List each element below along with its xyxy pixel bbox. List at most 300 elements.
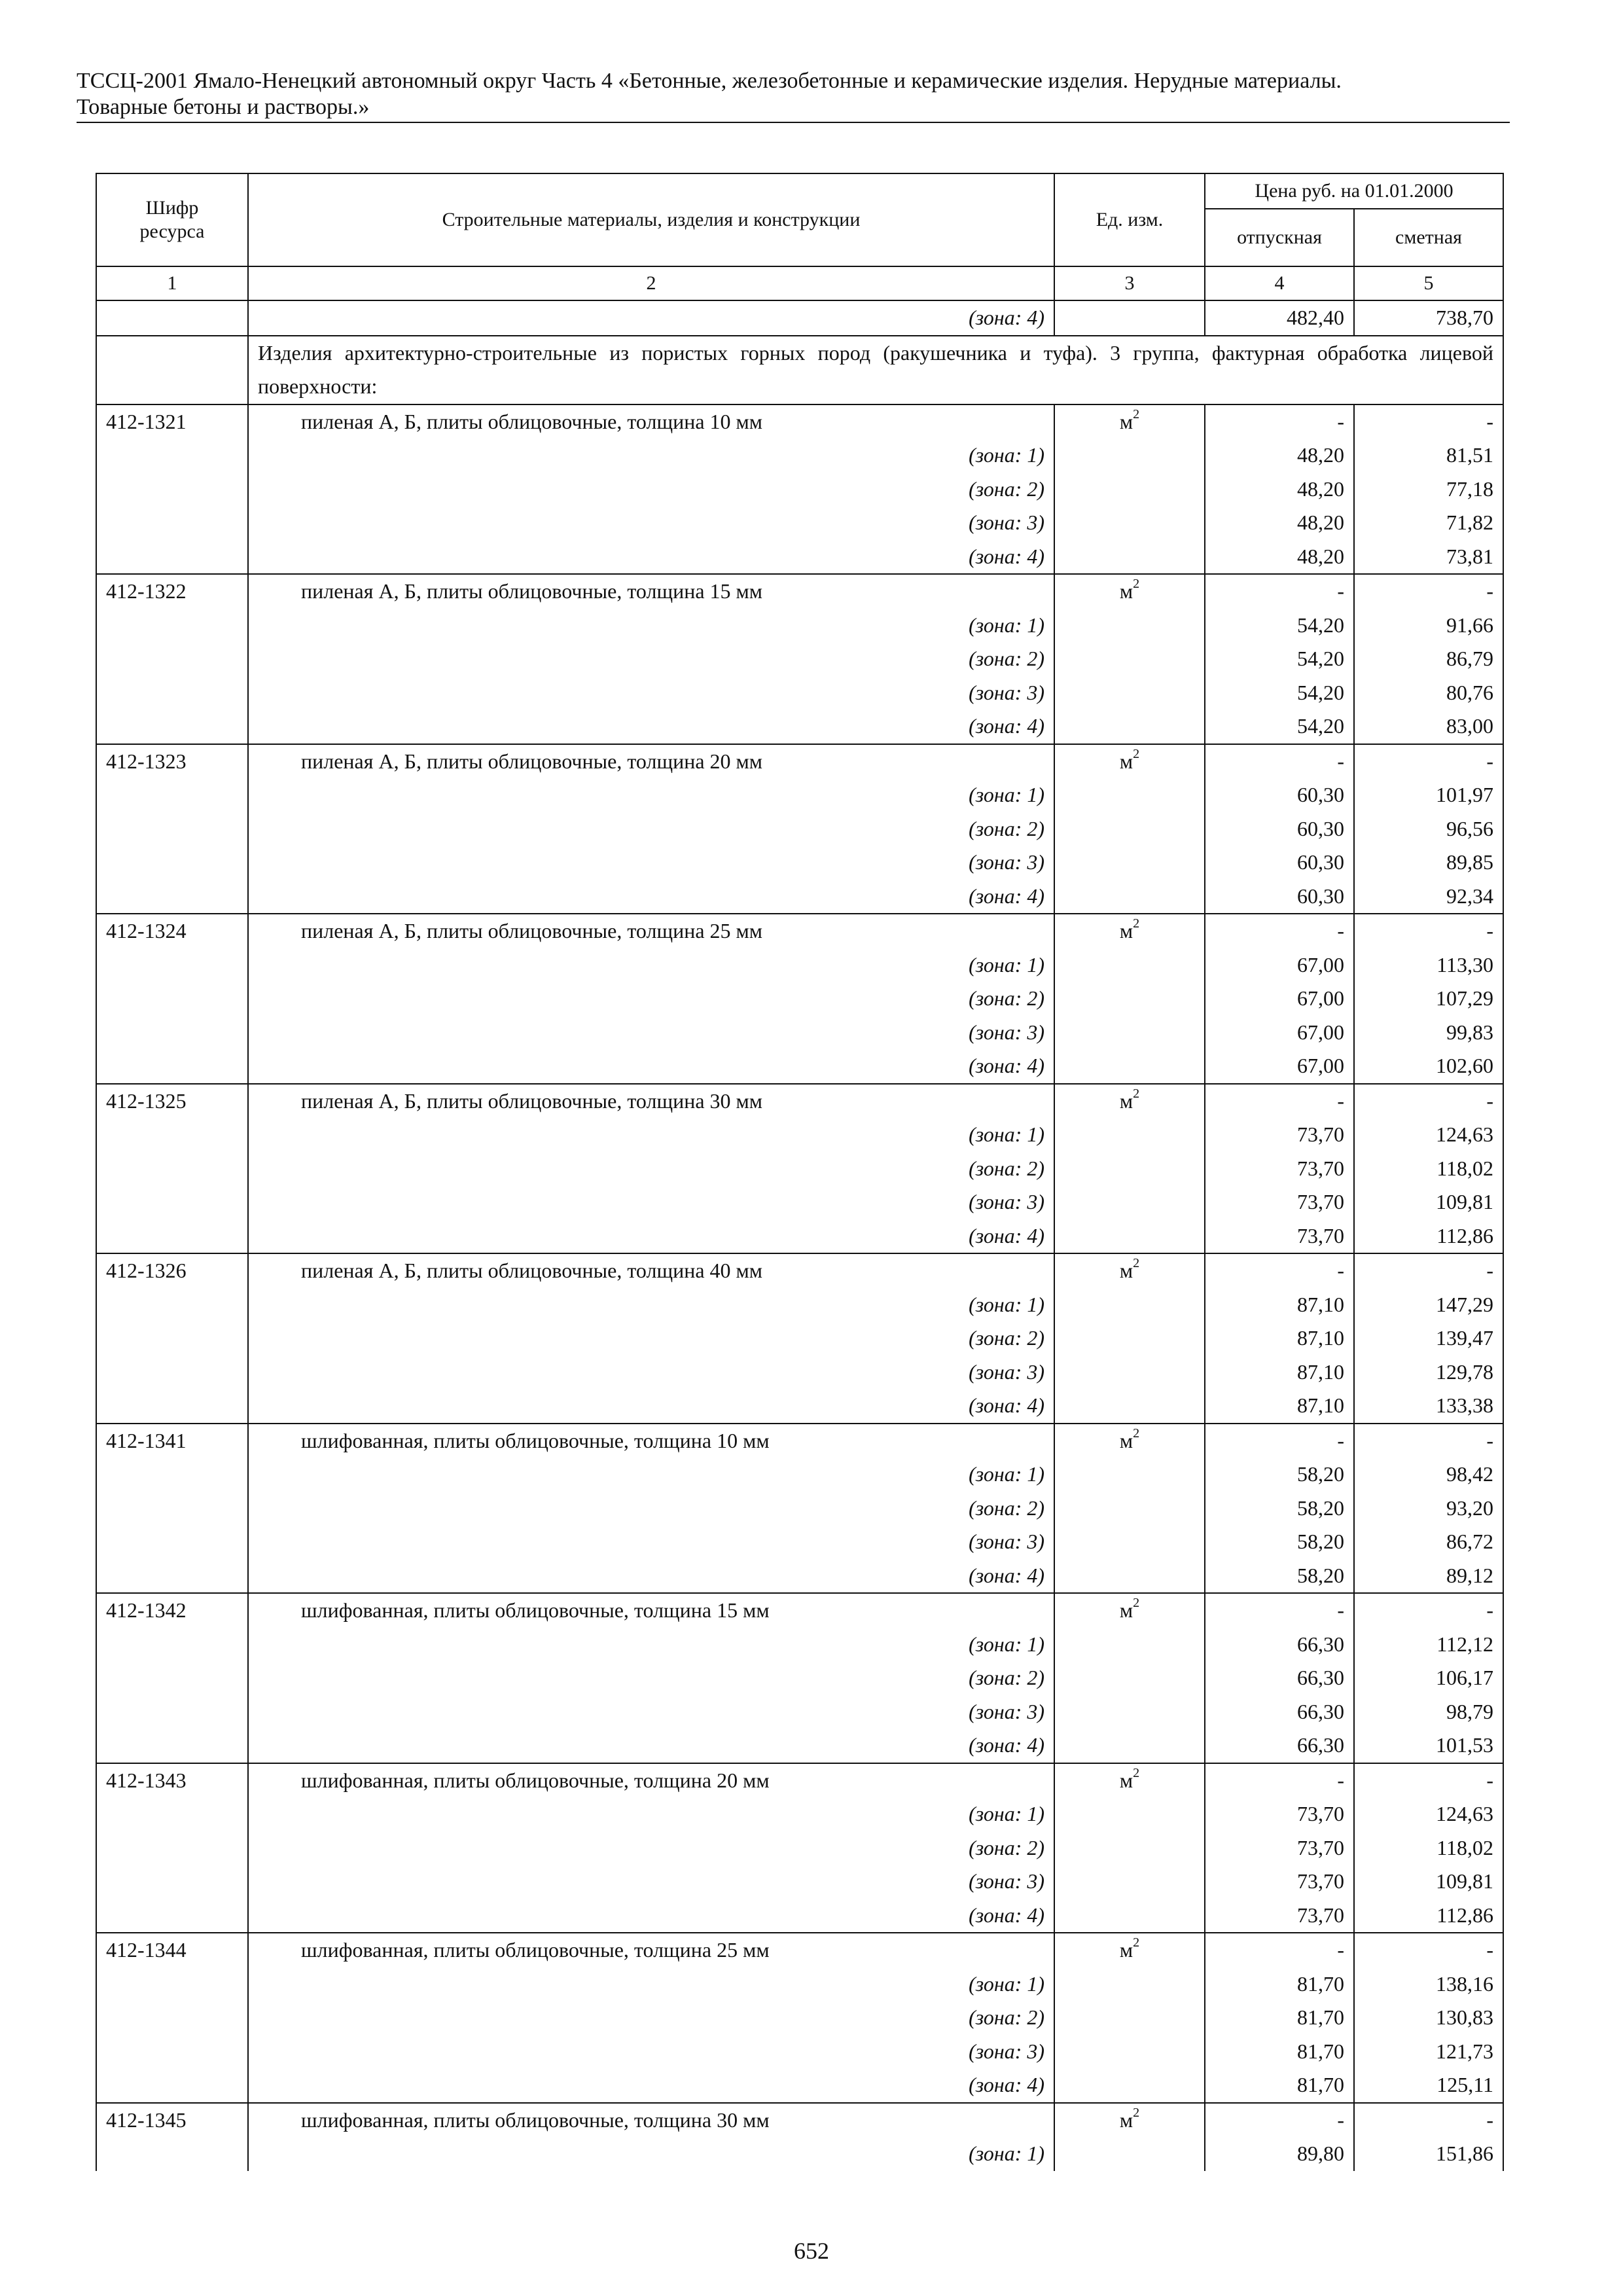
col-number: 5 xyxy=(1354,266,1503,300)
table-row xyxy=(96,1933,1503,1967)
release-price: 48,20 xyxy=(1205,540,1354,575)
estimate-price: 86,79 xyxy=(1354,642,1503,676)
release-price: 73,70 xyxy=(1205,1185,1354,1219)
unit-cell xyxy=(1054,778,1205,812)
price-table xyxy=(96,173,1504,2171)
col-header-unit: Ед. изм. xyxy=(1054,173,1205,266)
release-price: 54,20 xyxy=(1205,642,1354,676)
zone-row xyxy=(96,540,1503,575)
unit-cell xyxy=(1054,1559,1205,1594)
unit-superscript: 2 xyxy=(1133,746,1140,761)
release-price: - xyxy=(1205,914,1354,948)
zone-label: (зона: 1) xyxy=(248,1288,1054,1322)
col-number: 4 xyxy=(1205,266,1354,300)
code-cell xyxy=(96,880,248,914)
zone-row xyxy=(96,2137,1503,2171)
unit-text: м xyxy=(1119,2108,1133,2132)
header-line-1: ТССЦ-2001 Ямало-Ненецкий автономный округ Часть 4 «Бетонные, железобетонные и керамические изделия. Нерудные материалы. xyxy=(77,69,1342,93)
code-cell xyxy=(96,812,248,846)
code-cell xyxy=(96,609,248,643)
estimate-price: 130,83 xyxy=(1354,2001,1503,2035)
estimate-price: 147,29 xyxy=(1354,1288,1503,1322)
code-cell xyxy=(96,1831,248,1865)
unit-cell xyxy=(1054,812,1205,846)
release-price: 89,80 xyxy=(1205,2137,1354,2171)
release-price: - xyxy=(1205,1933,1354,1967)
estimate-price: 113,30 xyxy=(1354,948,1503,982)
unit-cell xyxy=(1054,1967,1205,2001)
estimate-price: - xyxy=(1354,1593,1503,1628)
zone-row xyxy=(96,506,1503,540)
release-price: 482,40 xyxy=(1205,300,1354,336)
estimate-price: 112,12 xyxy=(1354,1628,1503,1662)
estimate-price: 73,81 xyxy=(1354,540,1503,575)
estimate-price: 109,81 xyxy=(1354,1865,1503,1899)
unit-cell xyxy=(1054,1492,1205,1526)
zone-row xyxy=(96,1152,1503,1186)
zone-row xyxy=(96,1695,1503,1729)
code-cell xyxy=(96,778,248,812)
unit-cell xyxy=(1054,1084,1205,1119)
release-price: 58,20 xyxy=(1205,1525,1354,1559)
zone-label: (зона: 2) xyxy=(248,1831,1054,1865)
estimate-price: - xyxy=(1354,1253,1503,1288)
code-cell xyxy=(96,709,248,744)
release-price: - xyxy=(1205,404,1354,439)
table-row xyxy=(96,300,1503,336)
unit-superscript: 2 xyxy=(1133,577,1140,592)
estimate-price: - xyxy=(1354,1763,1503,1798)
release-price: 60,30 xyxy=(1205,778,1354,812)
resource-code: 412-1344 xyxy=(96,1933,248,1967)
zone-label: (зона: 1) xyxy=(248,1967,1054,2001)
estimate-price: 138,16 xyxy=(1354,1967,1503,2001)
estimate-price: 71,82 xyxy=(1354,506,1503,540)
table-row xyxy=(96,1253,1503,1288)
zone-label: (зона: 2) xyxy=(248,1152,1054,1186)
code-cell xyxy=(96,1355,248,1390)
zone-row xyxy=(96,642,1503,676)
estimate-price: 109,81 xyxy=(1354,1185,1503,1219)
material-name: шлифованная, плиты облицовочные, толщина 15 мм xyxy=(248,1593,1054,1628)
zone-label: (зона: 1) xyxy=(248,778,1054,812)
unit-cell xyxy=(1054,1695,1205,1729)
estimate-price: 133,38 xyxy=(1354,1389,1503,1424)
code-cell xyxy=(96,473,248,507)
code-cell xyxy=(96,439,248,473)
unit-cell xyxy=(1054,1593,1205,1628)
estimate-price: 139,47 xyxy=(1354,1321,1503,1355)
zone-label: (зона: 3) xyxy=(248,1355,1054,1390)
material-name: шлифованная, плиты облицовочные, толщина 20 мм xyxy=(248,1763,1054,1798)
code-cell xyxy=(96,1185,248,1219)
code-cell xyxy=(96,1559,248,1594)
estimate-price: - xyxy=(1354,574,1503,609)
estimate-price: 83,00 xyxy=(1354,709,1503,744)
zone-row xyxy=(96,1185,1503,1219)
table-row xyxy=(96,1424,1503,1458)
zone-row xyxy=(96,1049,1503,1084)
zone-row xyxy=(96,1729,1503,1763)
unit-cell xyxy=(1054,574,1205,609)
unit-superscript: 2 xyxy=(1133,2105,1140,2120)
zone-label: (зона: 3) xyxy=(248,1525,1054,1559)
material-name: пиленая А, Б, плиты облицовочные, толщина 25 мм xyxy=(248,914,1054,948)
estimate-price: 121,73 xyxy=(1354,2035,1503,2069)
zone-row xyxy=(96,982,1503,1016)
code-cell xyxy=(96,1016,248,1050)
zone-label: (зона: 3) xyxy=(248,1695,1054,1729)
group-title: Изделия архитектурно-строительные из пористых горных пород (ракушечника и туфа). 3 группа, фактурная обработка лицевой поверхности: xyxy=(248,336,1503,404)
resource-code: 412-1322 xyxy=(96,574,248,609)
zone-row xyxy=(96,948,1503,982)
unit-cell xyxy=(1054,1152,1205,1186)
material-name: шлифованная, плиты облицовочные, толщина 30 мм xyxy=(248,2103,1054,2138)
code-cell xyxy=(96,642,248,676)
release-price: 58,20 xyxy=(1205,1559,1354,1594)
col-header-price: Цена руб. на 01.01.2000 xyxy=(1205,173,1503,209)
zone-label: (зона: 4) xyxy=(248,880,1054,914)
material-name: пиленая А, Б, плиты облицовочные, толщина 30 мм xyxy=(248,1084,1054,1119)
unit-text: м xyxy=(1119,409,1133,433)
unit-cell xyxy=(1054,1831,1205,1865)
code-cell xyxy=(96,336,248,404)
resource-code: 412-1343 xyxy=(96,1763,248,1798)
estimate-price: 96,56 xyxy=(1354,812,1503,846)
unit-text: м xyxy=(1119,1259,1133,1282)
code-cell xyxy=(96,2068,248,2103)
unit-cell xyxy=(1054,439,1205,473)
release-price: 73,70 xyxy=(1205,1865,1354,1899)
unit-cell xyxy=(1054,982,1205,1016)
estimate-price: 124,63 xyxy=(1354,1118,1503,1152)
zone-label: (зона: 2) xyxy=(248,982,1054,1016)
release-price: 66,30 xyxy=(1205,1628,1354,1662)
release-price: 87,10 xyxy=(1205,1355,1354,1390)
estimate-price: 101,53 xyxy=(1354,1729,1503,1763)
unit-cell xyxy=(1054,914,1205,948)
estimate-price: 98,42 xyxy=(1354,1458,1503,1492)
code-cell xyxy=(96,1321,248,1355)
page-header xyxy=(77,68,1510,120)
unit-cell xyxy=(1054,744,1205,779)
code-cell xyxy=(96,300,248,336)
zone-label: (зона: 4) xyxy=(248,1899,1054,1933)
estimate-price: 101,97 xyxy=(1354,778,1503,812)
zone-row xyxy=(96,1118,1503,1152)
estimate-price: 92,34 xyxy=(1354,880,1503,914)
zone-label: (зона: 4) xyxy=(248,709,1054,744)
release-price: 67,00 xyxy=(1205,1049,1354,1084)
estimate-price: 107,29 xyxy=(1354,982,1503,1016)
estimate-price: - xyxy=(1354,744,1503,779)
zone-row xyxy=(96,2068,1503,2103)
col-number: 2 xyxy=(248,266,1054,300)
resource-code: 412-1341 xyxy=(96,1424,248,1458)
unit-text: м xyxy=(1119,1598,1133,1622)
code-cell xyxy=(96,1899,248,1933)
estimate-price: 129,78 xyxy=(1354,1355,1503,1390)
zone-row xyxy=(96,609,1503,643)
release-price: 73,70 xyxy=(1205,1899,1354,1933)
unit-cell xyxy=(1054,1797,1205,1831)
release-price: 60,30 xyxy=(1205,880,1354,914)
zone-row xyxy=(96,1321,1503,1355)
code-cell xyxy=(96,1458,248,1492)
col-header-release: отпускная xyxy=(1205,209,1354,266)
unit-cell xyxy=(1054,404,1205,439)
zone-label: (зона: 2) xyxy=(248,1321,1054,1355)
table-row xyxy=(96,1084,1503,1119)
release-price: 54,20 xyxy=(1205,676,1354,710)
zone-label: (зона: 2) xyxy=(248,1492,1054,1526)
zone-label: (зона: 4) xyxy=(248,1219,1054,1254)
release-price: 81,70 xyxy=(1205,2035,1354,2069)
code-cell xyxy=(96,2035,248,2069)
unit-cell xyxy=(1054,2035,1205,2069)
release-price: 87,10 xyxy=(1205,1389,1354,1424)
unit-cell xyxy=(1054,1016,1205,1050)
release-price: 60,30 xyxy=(1205,812,1354,846)
col-header-name: Строительные материалы, изделия и конструкции xyxy=(248,173,1054,266)
zone-row xyxy=(96,846,1503,880)
unit-cell xyxy=(1054,2068,1205,2103)
estimate-price: 80,76 xyxy=(1354,676,1503,710)
code-cell xyxy=(96,1118,248,1152)
material-name: шлифованная, плиты облицовочные, толщина 10 мм xyxy=(248,1424,1054,1458)
release-price: - xyxy=(1205,744,1354,779)
zone-row xyxy=(96,1559,1503,1594)
resource-code: 412-1324 xyxy=(96,914,248,948)
code-cell xyxy=(96,846,248,880)
code-cell xyxy=(96,506,248,540)
zone-row xyxy=(96,1355,1503,1390)
code-cell xyxy=(96,1729,248,1763)
unit-cell xyxy=(1054,846,1205,880)
zone-label: (зона: 2) xyxy=(248,812,1054,846)
release-price: 87,10 xyxy=(1205,1321,1354,1355)
code-cell xyxy=(96,1525,248,1559)
unit-text: м xyxy=(1119,919,1133,942)
unit-cell xyxy=(1054,948,1205,982)
zone-row xyxy=(96,2001,1503,2035)
zone-label: (зона: 2) xyxy=(248,2001,1054,2035)
zone-label: (зона: 3) xyxy=(248,506,1054,540)
unit-cell xyxy=(1054,1049,1205,1084)
release-price: - xyxy=(1205,574,1354,609)
estimate-price: 151,86 xyxy=(1354,2137,1503,2171)
release-price: 66,30 xyxy=(1205,1729,1354,1763)
material-name: пиленая А, Б, плиты облицовочные, толщина 10 мм xyxy=(248,404,1054,439)
table-row xyxy=(96,1593,1503,1628)
unit-text: м xyxy=(1119,1428,1133,1452)
estimate-price: - xyxy=(1354,914,1503,948)
release-price: 87,10 xyxy=(1205,1288,1354,1322)
zone-label: (зона: 1) xyxy=(248,609,1054,643)
zone-label: (зона: 1) xyxy=(248,1797,1054,1831)
zone-label: (зона: 4) xyxy=(248,1389,1054,1424)
code-cell xyxy=(96,1695,248,1729)
unit-superscript: 2 xyxy=(1133,916,1140,931)
release-price: 67,00 xyxy=(1205,948,1354,982)
estimate-price: - xyxy=(1354,2103,1503,2138)
estimate-price: 124,63 xyxy=(1354,1797,1503,1831)
zone-label: (зона: 1) xyxy=(248,2137,1054,2171)
zone-row xyxy=(96,1797,1503,1831)
estimate-price: - xyxy=(1354,1084,1503,1119)
code-cell xyxy=(96,1492,248,1526)
estimate-price: 98,79 xyxy=(1354,1695,1503,1729)
zone-label: (зона: 4) xyxy=(248,1559,1054,1594)
material-name: пиленая А, Б, плиты облицовочные, толщина 20 мм xyxy=(248,744,1054,779)
unit-cell xyxy=(1054,1661,1205,1695)
unit-cell xyxy=(1054,1288,1205,1322)
estimate-price: 81,51 xyxy=(1354,439,1503,473)
unit-cell xyxy=(1054,1933,1205,1967)
col-number: 1 xyxy=(96,266,248,300)
zone-label: (зона: 4) xyxy=(248,2068,1054,2103)
header-rule xyxy=(77,122,1510,123)
unit-text: м xyxy=(1119,1938,1133,1962)
release-price: 60,30 xyxy=(1205,846,1354,880)
release-price: 48,20 xyxy=(1205,439,1354,473)
unit-cell xyxy=(1054,642,1205,676)
zone-row xyxy=(96,1628,1503,1662)
table-row xyxy=(96,2103,1503,2138)
estimate-price: 77,18 xyxy=(1354,473,1503,507)
release-price: 54,20 xyxy=(1205,709,1354,744)
unit-cell xyxy=(1054,1355,1205,1390)
code-cell xyxy=(96,1628,248,1662)
zone-row xyxy=(96,1389,1503,1424)
unit-cell xyxy=(1054,1899,1205,1933)
zone-label: (зона: 3) xyxy=(248,2035,1054,2069)
unit-cell xyxy=(1054,2103,1205,2138)
page-number: 652 xyxy=(794,2238,829,2264)
estimate-price: 86,72 xyxy=(1354,1525,1503,1559)
zone-label: (зона: 3) xyxy=(248,1016,1054,1050)
estimate-price: 91,66 xyxy=(1354,609,1503,643)
unit-superscript: 2 xyxy=(1133,1256,1140,1271)
estimate-price: 102,60 xyxy=(1354,1049,1503,1084)
unit-cell xyxy=(1054,540,1205,575)
release-price: 48,20 xyxy=(1205,506,1354,540)
zone-label: (зона: 4) xyxy=(248,1729,1054,1763)
code-cell xyxy=(96,1797,248,1831)
zone-row xyxy=(96,812,1503,846)
code-cell xyxy=(96,1389,248,1424)
code-cell xyxy=(96,676,248,710)
material-name: пиленая А, Б, плиты облицовочные, толщина 40 мм xyxy=(248,1253,1054,1288)
unit-cell xyxy=(1054,1219,1205,1254)
zone-label: (зона: 1) xyxy=(248,1118,1054,1152)
unit-superscript: 2 xyxy=(1133,1426,1140,1441)
release-price: 67,00 xyxy=(1205,1016,1354,1050)
material-name: шлифованная, плиты облицовочные, толщина 25 мм xyxy=(248,1933,1054,1967)
zone-row xyxy=(96,778,1503,812)
col-header-estimate: сметная xyxy=(1354,209,1503,266)
unit-text: м xyxy=(1119,1768,1133,1792)
zone-label: (зона: 1) xyxy=(248,1458,1054,1492)
zone-row xyxy=(96,880,1503,914)
zone-label: (зона: 2) xyxy=(248,642,1054,676)
estimate-price: - xyxy=(1354,1424,1503,1458)
zone-row xyxy=(96,1967,1503,2001)
zone-label: (зона: 3) xyxy=(248,676,1054,710)
unit-cell xyxy=(1054,709,1205,744)
unit-cell xyxy=(1054,1628,1205,1662)
release-price: - xyxy=(1205,1424,1354,1458)
estimate-price: 118,02 xyxy=(1354,1152,1503,1186)
unit-cell xyxy=(1054,676,1205,710)
zone-row xyxy=(96,2035,1503,2069)
unit-cell xyxy=(1054,1525,1205,1559)
code-cell xyxy=(96,1152,248,1186)
estimate-price: 93,20 xyxy=(1354,1492,1503,1526)
zone-row xyxy=(96,1661,1503,1695)
zone-label: (зона: 1) xyxy=(248,439,1054,473)
table-row xyxy=(96,744,1503,779)
table-row xyxy=(96,574,1503,609)
estimate-price: 112,86 xyxy=(1354,1219,1503,1254)
zone-label: (зона: 1) xyxy=(248,948,1054,982)
unit-cell xyxy=(1054,1321,1205,1355)
zone-row xyxy=(96,473,1503,507)
zone-row xyxy=(96,1865,1503,1899)
unit-cell xyxy=(1054,1389,1205,1424)
col-header-code: Шифр ресурса xyxy=(96,173,248,266)
zone-label: (зона: 2) xyxy=(248,1661,1054,1695)
unit-cell xyxy=(1054,1729,1205,1763)
estimate-price: 89,12 xyxy=(1354,1559,1503,1594)
table-body xyxy=(96,300,1503,2171)
estimate-price: - xyxy=(1354,1933,1503,1967)
release-price: 81,70 xyxy=(1205,2068,1354,2103)
code-cell xyxy=(96,1288,248,1322)
code-cell xyxy=(96,1049,248,1084)
unit-cell xyxy=(1054,609,1205,643)
release-price: 73,70 xyxy=(1205,1831,1354,1865)
unit-cell xyxy=(1054,1253,1205,1288)
zone-label: (зона: 3) xyxy=(248,846,1054,880)
unit-superscript: 2 xyxy=(1133,1596,1140,1611)
table-row xyxy=(96,404,1503,439)
resource-code: 412-1326 xyxy=(96,1253,248,1288)
code-cell xyxy=(96,2137,248,2171)
release-price: 54,20 xyxy=(1205,609,1354,643)
resource-code: 412-1323 xyxy=(96,744,248,779)
zone-label: (зона: 1) xyxy=(248,1628,1054,1662)
estimate-price: 89,85 xyxy=(1354,846,1503,880)
zone-label: (зона: 4) xyxy=(248,1049,1054,1084)
resource-code: 412-1321 xyxy=(96,404,248,439)
release-price: 66,30 xyxy=(1205,1661,1354,1695)
code-cell xyxy=(96,2001,248,2035)
header-line-2: Товарные бетоны и растворы.» xyxy=(77,95,370,119)
unit-superscript: 2 xyxy=(1133,1935,1140,1950)
zone-label: (зона: 4) xyxy=(248,540,1054,575)
release-price: - xyxy=(1205,2103,1354,2138)
unit-cell xyxy=(1054,473,1205,507)
release-price: 81,70 xyxy=(1205,1967,1354,2001)
resource-code: 412-1325 xyxy=(96,1084,248,1119)
unit-cell xyxy=(1054,1185,1205,1219)
estimate-price: 125,11 xyxy=(1354,2068,1503,2103)
release-price: 66,30 xyxy=(1205,1695,1354,1729)
zone-row xyxy=(96,1288,1503,1322)
release-price: - xyxy=(1205,1763,1354,1798)
code-cell xyxy=(96,1219,248,1254)
